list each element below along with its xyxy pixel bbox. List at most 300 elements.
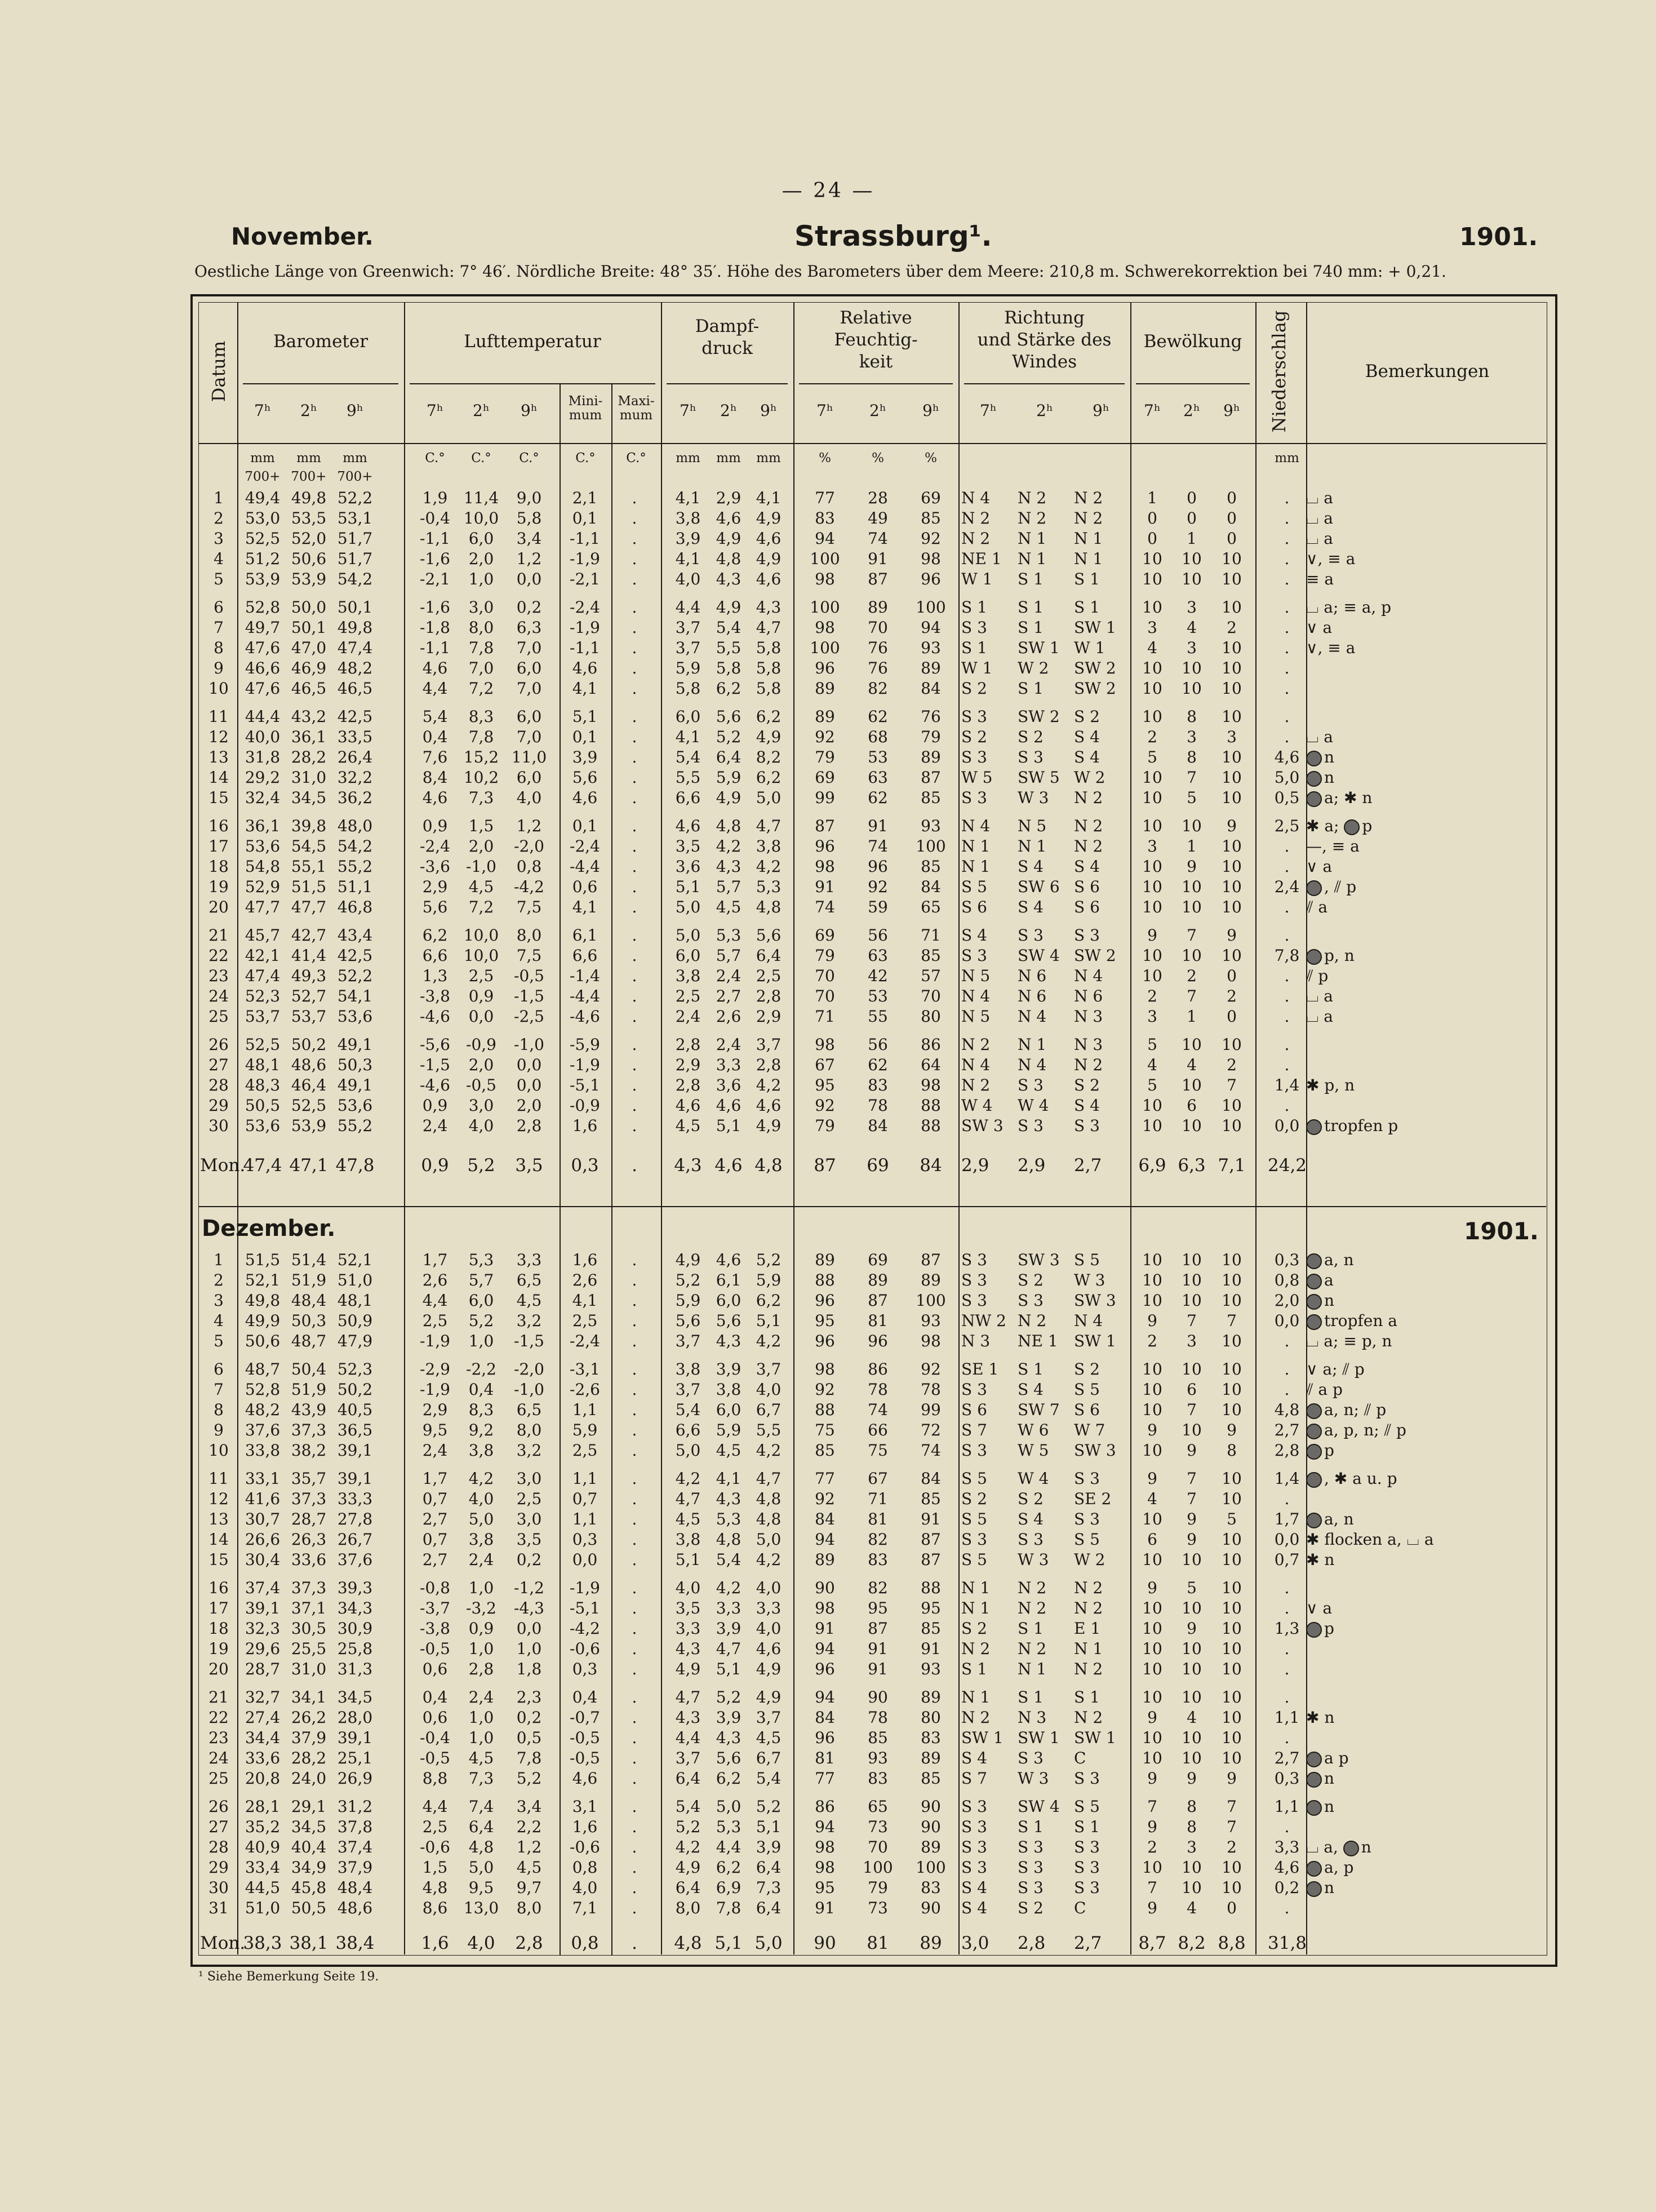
cell-dampf-9: 4,2: [756, 857, 782, 876]
cell-datum: 17: [208, 1599, 229, 1617]
cell-feucht-2: 81: [868, 1510, 888, 1528]
cell-bemerkungen: ⌴ a; ≡ p, n: [1306, 1332, 1392, 1350]
cell-baro-2: 46,4: [291, 1076, 327, 1094]
cell-temp-min: 6,6: [572, 946, 598, 965]
cell-feucht-9: 88: [921, 1579, 941, 1597]
cell-baro-9: 46,8: [337, 898, 373, 916]
cell-wind-9: S 4: [1074, 857, 1100, 876]
cell-wind-9: N 1: [1074, 1639, 1103, 1658]
cell-niederschlag: 4,6: [1274, 1858, 1300, 1877]
cell-baro-2: 34,5: [291, 788, 327, 807]
cell-wind-9: S 5: [1074, 1380, 1100, 1399]
cell-feucht-7: 98: [815, 1360, 835, 1378]
rain-symbol-icon: [1306, 1800, 1322, 1816]
cell-feucht-2: 82: [868, 1530, 888, 1549]
cell-baro-9: 51,7: [337, 529, 373, 548]
cell-datum: 26: [208, 1035, 229, 1054]
cell-wind-9: W 3: [1074, 1271, 1106, 1289]
unit-label: %: [872, 451, 884, 466]
cell-dampf-2: 4,3: [716, 1332, 742, 1350]
unit-label: mm: [676, 451, 700, 466]
cell-baro-2: 50,5: [291, 1899, 327, 1917]
cell-bew-2: 3: [1187, 598, 1197, 617]
cell-temp-9: 0,0: [516, 570, 542, 588]
cell-bew-9: 10: [1222, 1469, 1242, 1488]
cell-datum: 13: [208, 1510, 229, 1528]
cell-temp-max: .: [632, 1550, 637, 1569]
cell-bew-2: 10: [1182, 570, 1202, 588]
cell-niederschlag: .: [1284, 1818, 1290, 1836]
cell-feucht-7: 86: [815, 1797, 835, 1816]
cell-wind-7: S 1: [961, 598, 987, 617]
cell-bew-2: 10: [1182, 877, 1202, 896]
cell-datum: 10: [208, 679, 229, 698]
cell-temp-2: 10,0: [463, 946, 499, 965]
cell-dampf-9: 5,0: [756, 788, 782, 807]
cell-temp-min: -1,1: [570, 639, 600, 657]
cell-dampf-2: 4,3: [716, 857, 742, 876]
rain-symbol-icon: [1306, 771, 1322, 787]
cell-temp-2: 11,4: [463, 489, 499, 507]
cell-wind-7: N 4: [961, 489, 991, 507]
cell-temp-9: 5,2: [516, 1769, 542, 1788]
cell-bew-7: 10: [1142, 1728, 1162, 1747]
cell-datum: 22: [208, 1708, 229, 1727]
cell-feucht-9: 89: [921, 659, 941, 677]
cell-wind-9: N 4: [1074, 967, 1103, 985]
cell-bew-9: 10: [1222, 946, 1242, 965]
cell-bemerkungen: ∨ a: [1306, 857, 1333, 876]
cell-feucht-7: 94: [815, 529, 835, 548]
cell-bew-7: 9: [1147, 1311, 1157, 1330]
cell-baro-9: 36,2: [337, 788, 373, 807]
cell-dampf-7: 2,8: [675, 1035, 701, 1054]
cell-feucht-7: 70: [815, 987, 835, 1005]
cell-baro-7: 52,5: [245, 529, 281, 548]
cell-datum: 30: [208, 1878, 229, 1897]
month-title-dezember: Dezember.: [202, 1216, 336, 1242]
cell-niederschlag: 1,4: [1274, 1076, 1300, 1094]
cell-bemerkungen: ✱ n: [1306, 1708, 1335, 1727]
cell-feucht-7: 92: [815, 1096, 835, 1115]
cell-temp-min: -0,5: [570, 1749, 600, 1767]
unit-label: C.°: [626, 451, 646, 466]
cell-temp-9: 8,0: [516, 926, 542, 945]
cell-baro-9: 54,2: [337, 837, 373, 855]
cell-baro-7: 53,9: [245, 570, 281, 588]
cell-baro-9: 26,7: [337, 1530, 373, 1549]
cell-datum: 6: [214, 598, 224, 617]
cell-feucht-7: 84: [815, 1510, 835, 1528]
cell-feucht-2: 89: [868, 1271, 888, 1289]
cell-wind-7: S 6: [961, 898, 987, 916]
cell-temp-2: 2,5: [468, 967, 494, 985]
cell-niederschlag: .: [1284, 659, 1290, 677]
cell-bew-2: 7: [1187, 768, 1197, 787]
cell-temp-max: .: [632, 1769, 637, 1788]
cell-temp-9: -4,3: [514, 1599, 544, 1617]
cell-baro-7: 48,7: [245, 1360, 281, 1378]
cell-temp-2: 1,5: [468, 817, 494, 835]
cell-dampf-2: 5,1: [716, 1660, 742, 1678]
cell-baro-9: 34,3: [337, 1599, 373, 1617]
cell-temp-max: .: [632, 1660, 637, 1678]
cell-feucht-2: 63: [868, 768, 888, 787]
cell-baro-9: 52,2: [337, 489, 373, 507]
cell-datum: 19: [208, 877, 229, 896]
cell-bemerkungen: a, n: [1306, 1250, 1548, 1270]
cell-bemerkungen: a, n: [1306, 1509, 1548, 1530]
cell-temp-9: 3,3: [516, 1251, 542, 1269]
cell-bemerkungen: n: [1306, 1768, 1548, 1789]
cell-wind-2: S 2: [1018, 1490, 1044, 1508]
cell-wind-2: S 3: [1018, 1116, 1044, 1135]
cell-bemerkungen: a, n; ⫽ p: [1306, 1400, 1548, 1420]
subheader-hour: 7ʰ: [816, 401, 833, 420]
cell-feucht-2: 56: [868, 1035, 888, 1054]
cell-niederschlag: .: [1284, 1056, 1290, 1074]
cell-baro-9: 54,1: [337, 987, 373, 1005]
cell-bew-2: 5: [1187, 788, 1197, 807]
cell-temp-9: 7,0: [516, 679, 542, 698]
cell-wind-2: N 2: [1018, 1639, 1047, 1658]
cell-bemerkungen: ∨, ≡ a: [1306, 639, 1356, 657]
cell-bemerkungen: ≡ a: [1306, 570, 1334, 588]
cell-temp-9: 6,0: [516, 768, 542, 787]
cell-dampf-7: 5,4: [675, 1797, 701, 1816]
cell-dampf-7: 5,2: [675, 1271, 701, 1289]
station-coordinates: Oestliche Länge von Greenwich: 7° 46′. Nördliche Breite: 48° 35′. Höhe des Barometers über dem Meere: 210,8 m. Schwerekorrektion bei 740 mm: + 0,21.: [194, 262, 1446, 281]
cell-feucht-7: 98: [815, 618, 835, 637]
cell-datum: 13: [208, 748, 229, 766]
cell-temp-9: 0,5: [516, 1728, 542, 1747]
cell-bew-2: 10: [1182, 1858, 1202, 1877]
cell-bemerkungen: ∨, ≡ a: [1306, 549, 1356, 568]
cell-temp-min: 5,9: [572, 1421, 598, 1439]
cell-temp-7: 0,7: [422, 1490, 448, 1508]
cell-bew-2: 10: [1182, 946, 1202, 965]
cell-baro-2: 52,0: [291, 529, 327, 548]
cell-wind-9: S 6: [1074, 877, 1100, 896]
cell-dampf-2: 4,6: [716, 1251, 742, 1269]
rain-symbol-icon: [1306, 1444, 1322, 1460]
cell-baro-9: 50,2: [337, 1380, 373, 1399]
cell-dampf-2: 5,4: [716, 1550, 742, 1569]
cell-dampf-7: 5,1: [675, 1550, 701, 1569]
subheader-maximum: Maxi- mum: [618, 394, 655, 423]
cell-baro-7: 54,8: [245, 857, 281, 876]
column-rule: [404, 302, 405, 1954]
cell-feucht-2: 62: [868, 707, 888, 726]
cell-temp-min: 7,1: [572, 1899, 598, 1917]
cell-feucht-7: 87: [814, 1155, 836, 1176]
cell-baro-9: 49,1: [337, 1076, 373, 1094]
cell-wind-7: S 3: [961, 1271, 987, 1289]
cell-dampf-9: 6,7: [756, 1749, 782, 1767]
cell-temp-7: -5,6: [420, 1035, 450, 1054]
cell-temp-min: 0,1: [572, 509, 598, 527]
cell-wind-9: N 3: [1074, 1007, 1103, 1026]
cell-baro-9: 36,5: [337, 1421, 373, 1439]
cell-bew-7: 0: [1147, 529, 1157, 548]
cell-baro-7: 36,1: [245, 817, 281, 835]
cell-feucht-2: 83: [868, 1769, 888, 1788]
cell-feucht-2: 85: [868, 1728, 888, 1747]
cell-temp-9: 8,0: [516, 1421, 542, 1439]
cell-temp-min: 0,8: [572, 1858, 598, 1877]
cell-baro-7: 31,8: [245, 748, 281, 766]
cell-dampf-2: 4,9: [716, 529, 742, 548]
cell-baro-2: 42,7: [291, 926, 327, 945]
unit-label: %: [819, 451, 831, 466]
cell-dampf-2: 4,2: [716, 837, 742, 855]
cell-wind-9: N 2: [1074, 817, 1103, 835]
cell-feucht-7: 84: [815, 1708, 835, 1727]
cell-niederschlag: .: [1284, 509, 1290, 527]
cell-bemerkungen: , ⫽ p: [1306, 877, 1548, 897]
cell-temp-7: 9,5: [422, 1421, 448, 1439]
cell-niederschlag: .: [1284, 837, 1290, 855]
cell-bew-7: 9: [1147, 1818, 1157, 1836]
cell-bew-9: 10: [1222, 1530, 1242, 1549]
cell-baro-9: 48,1: [337, 1291, 373, 1310]
cell-temp-7: 4,4: [422, 1291, 448, 1310]
cell-baro-2: 41,4: [291, 946, 327, 965]
cell-temp-9: 6,0: [516, 707, 542, 726]
cell-baro-7: 45,7: [245, 926, 281, 945]
cell-bew-2: 3: [1187, 728, 1197, 746]
cell-baro-7: 32,3: [245, 1619, 281, 1638]
cell-niederschlag: 31,8: [1268, 1933, 1307, 1953]
cell-dampf-9: 5,2: [756, 1797, 782, 1816]
cell-baro-7: 49,8: [245, 1291, 281, 1310]
cell-wind-2: W 5: [1018, 1441, 1049, 1460]
cell-wind-7: S 7: [961, 1769, 987, 1788]
cell-baro-2: 53,9: [291, 1116, 327, 1135]
cell-feucht-2: 79: [868, 1878, 888, 1897]
subheader-hour: 2ʰ: [300, 401, 317, 420]
cell-datum: 18: [208, 857, 229, 876]
cell-bew-9: 9: [1227, 926, 1237, 945]
cell-wind-2: N 6: [1018, 967, 1047, 985]
cell-feucht-7: 89: [815, 1550, 835, 1569]
cell-temp-2: 0,0: [468, 1007, 494, 1026]
cell-temp-9: 4,5: [516, 1858, 542, 1877]
cell-temp-max: .: [632, 1116, 637, 1135]
cell-datum: 2: [214, 509, 224, 527]
cell-dampf-2: 3,3: [716, 1056, 742, 1074]
cell-bew-7: 3: [1147, 618, 1157, 637]
cell-feucht-9: 87: [921, 1251, 941, 1269]
cell-dampf-9: 5,6: [756, 926, 782, 945]
cell-niederschlag: .: [1284, 529, 1290, 548]
cell-dampf-9: 4,2: [756, 1441, 782, 1460]
cell-dampf-7: 4,4: [675, 598, 701, 617]
cell-bew-2: 10: [1182, 1599, 1202, 1617]
cell-datum: 27: [208, 1056, 229, 1074]
cell-wind-9: S 3: [1074, 1116, 1100, 1135]
cell-feucht-9: 99: [921, 1400, 941, 1419]
cell-wind-2: S 3: [1018, 1858, 1044, 1877]
cell-wind-7: NW 2: [961, 1311, 1006, 1330]
cell-temp-2: 2,4: [468, 1688, 494, 1706]
cell-baro-2: 45,8: [291, 1878, 327, 1897]
cell-bew-2: 10: [1182, 1688, 1202, 1706]
cell-baro-7: 44,4: [245, 707, 281, 726]
cell-temp-7: 0,6: [422, 1708, 448, 1727]
cell-baro-9: 53,6: [337, 1007, 373, 1026]
cell-bew-9: 10: [1222, 768, 1242, 787]
subheader-rule: [799, 383, 953, 384]
cell-temp-min: 1,6: [572, 1818, 598, 1836]
cell-niederschlag: 4,6: [1274, 748, 1300, 766]
cell-temp-2: 1,0: [468, 1639, 494, 1658]
cell-baro-2: 24,0: [291, 1769, 327, 1788]
cell-feucht-2: 71: [868, 1490, 888, 1508]
cell-temp-9: 1,0: [516, 1639, 542, 1658]
cell-baro-7: 33,1: [245, 1469, 281, 1488]
cell-dampf-9: 3,7: [756, 1035, 782, 1054]
cell-dampf-7: 4,2: [675, 1838, 701, 1856]
cell-baro-2: 31,0: [291, 768, 327, 787]
cell-dampf-7: 3,5: [675, 837, 701, 855]
cell-wind-9: W 1: [1074, 639, 1106, 657]
cell-bew-9: 10: [1222, 1660, 1242, 1678]
cell-baro-9: 26,9: [337, 1769, 373, 1788]
cell-baro-2: 37,3: [291, 1490, 327, 1508]
cell-temp-7: 4,4: [422, 679, 448, 698]
cell-feucht-9: 84: [921, 877, 941, 896]
cell-dampf-7: 4,5: [675, 1510, 701, 1528]
cell-datum: 5: [214, 570, 224, 588]
cell-feucht-7: 74: [815, 898, 835, 916]
cell-temp-7: 4,8: [422, 1878, 448, 1897]
cell-feucht-7: 100: [810, 549, 840, 568]
cell-feucht-9: 89: [920, 1933, 942, 1953]
rain-symbol-icon: [1306, 1403, 1322, 1419]
cell-temp-7: -3,6: [420, 857, 450, 876]
cell-temp-7: 2,6: [422, 1271, 448, 1289]
cell-temp-7: 4,6: [422, 659, 448, 677]
cell-bew-9: 0: [1227, 1007, 1237, 1026]
cell-bew-9: 10: [1222, 898, 1242, 916]
cell-feucht-9: 87: [921, 768, 941, 787]
cell-dampf-9: 5,0: [756, 1530, 782, 1549]
cell-feucht-7: 98: [815, 1838, 835, 1856]
cell-temp-2: 10,2: [463, 768, 499, 787]
cell-baro-7: 48,2: [245, 1400, 281, 1419]
cell-bemerkungen: ⌴ a: [1306, 728, 1333, 746]
cell-temp-max: .: [632, 1311, 637, 1330]
cell-dampf-7: 4,0: [675, 1579, 701, 1597]
cell-bew-2: 10: [1182, 1291, 1202, 1310]
cell-datum: 20: [208, 898, 229, 916]
cell-baro-9: 47,8: [335, 1155, 375, 1176]
cell-baro-9: 37,8: [337, 1818, 373, 1836]
cell-temp-2: 0,9: [468, 987, 494, 1005]
cell-wind-7: S 3: [961, 618, 987, 637]
cell-feucht-2: 92: [868, 877, 888, 896]
cell-baro-7: 53,7: [245, 1007, 281, 1026]
cell-wind-9: S 4: [1074, 1096, 1100, 1115]
cell-wind-9: W 7: [1074, 1421, 1106, 1439]
cell-dampf-7: 4,1: [675, 549, 701, 568]
cell-wind-9: S 3: [1074, 1510, 1100, 1528]
cell-baro-2: 28,2: [291, 748, 327, 766]
cell-dampf-9: 5,4: [756, 1769, 782, 1788]
cell-feucht-2: 78: [868, 1096, 888, 1115]
cell-baro-9: 52,2: [337, 967, 373, 985]
cell-temp-max: .: [632, 1056, 637, 1074]
cell-bemerkungen: ⌴ a: [1306, 509, 1333, 527]
cell-bew-9: 0: [1227, 967, 1237, 985]
cell-temp-max: .: [632, 1469, 637, 1488]
cell-dampf-7: 4,9: [675, 1251, 701, 1269]
cell-bew-2: 1: [1187, 1007, 1197, 1026]
cell-temp-7: -0,5: [420, 1749, 450, 1767]
cell-dampf-2: 4,8: [716, 1530, 742, 1549]
cell-temp-7: -3,8: [420, 1619, 450, 1638]
cell-bew-7: 10: [1142, 1858, 1162, 1877]
cell-temp-7: -0,4: [420, 1728, 450, 1747]
cell-niederschlag: 7,8: [1274, 946, 1300, 965]
cell-datum: 27: [208, 1818, 229, 1836]
cell-baro-9: 51,7: [337, 549, 373, 568]
cell-temp-max: .: [632, 1530, 637, 1549]
cell-temp-7: 1,6: [421, 1933, 449, 1953]
cell-bew-7: 2: [1147, 1838, 1157, 1856]
cell-wind-2: S 1: [1018, 1360, 1044, 1378]
cell-baro-9: 53,1: [337, 509, 373, 527]
rain-symbol-icon: [1306, 1881, 1322, 1897]
cell-dampf-7: 4,0: [675, 570, 701, 588]
cell-dampf-9: 3,3: [756, 1599, 782, 1617]
cell-temp-max: .: [632, 1441, 637, 1460]
cell-temp-max: .: [632, 1599, 637, 1617]
cell-temp-7: 8,4: [422, 768, 448, 787]
cell-niederschlag: 0,3: [1274, 1251, 1300, 1269]
cell-niederschlag: .: [1284, 598, 1290, 617]
subheader-rule: [1136, 383, 1250, 384]
cell-bew-9: 7: [1227, 1818, 1237, 1836]
cell-wind-9: N 6: [1074, 987, 1103, 1005]
cell-temp-9: 0,8: [516, 857, 542, 876]
cell-dampf-7: 5,8: [675, 679, 701, 698]
cell-dampf-9: 5,9: [756, 1271, 782, 1289]
cell-wind-7: S 2: [961, 1490, 987, 1508]
cell-bemerkungen: a, p, n; ⫽ p: [1306, 1420, 1548, 1440]
cell-temp-max: .: [632, 679, 637, 698]
cell-bew-9: 2: [1227, 1056, 1237, 1074]
cell-temp-min: 2,1: [572, 489, 598, 507]
rain-symbol-icon: [1306, 949, 1322, 965]
cell-dampf-9: 4,9: [756, 509, 782, 527]
cell-wind-9: SW 2: [1074, 679, 1116, 698]
cell-wind-7: N 5: [961, 1007, 991, 1026]
cell-dampf-9: 5,1: [756, 1818, 782, 1836]
cell-dampf-9: 4,0: [756, 1579, 782, 1597]
cell-wind-9: 2,7: [1074, 1155, 1102, 1176]
cell-baro-7: 47,4: [243, 1155, 282, 1176]
cell-bew-2: 7: [1187, 987, 1197, 1005]
cell-wind-9: N 3: [1074, 1035, 1103, 1054]
cell-feucht-9: 71: [921, 926, 941, 945]
cell-dampf-7: 6,0: [675, 707, 701, 726]
cell-temp-9: 7,0: [516, 728, 542, 746]
cell-feucht-2: 70: [868, 618, 888, 637]
cell-wind-7: S 7: [961, 1421, 987, 1439]
cell-baro-7: 33,4: [245, 1858, 281, 1877]
